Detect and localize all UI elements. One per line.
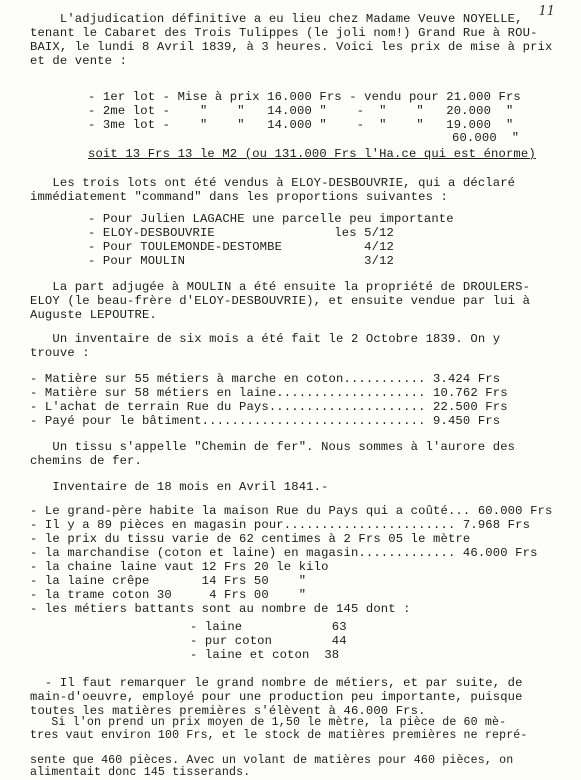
inventory-line: - Le grand-père habite la maison Rue du Pays qui a coûté... 60.000 Frs (30, 504, 553, 518)
paragraph-line: - Il faut remarquer le grand nombre de métiers, et par suite, de (30, 676, 523, 690)
page-number: 11 (538, 4, 555, 19)
lot-line: - 1er lot - Mise à prix 16.000 Frs - vendu pour 21.000 Frs (88, 90, 521, 104)
loom-line: - pur coton 44 (190, 634, 347, 648)
paragraph-line: Un tissu s'appelle "Chemin de fer". Nous sommes à l'aurore des (30, 440, 516, 454)
paragraph-line: L'adjudication définitive a eu lieu chez Madame Veuve NOYELLE, (30, 12, 523, 26)
lots-summary: soit 13 Frs 13 le M2 (ou 131.000 Frs l'Ha.ce qui est énorme) (88, 147, 536, 161)
paragraph-line: immédiatement "command" dans les proportions suivantes : (30, 190, 448, 204)
paragraph-line: Les trois lots ont été vendus à ELOY-DESBOUVRIE, qui a déclaré (30, 176, 516, 190)
distribution-line: - Pour TOULEMONDE-DESTOMBE 4/12 (88, 240, 395, 254)
paragraph-line: ELOY (le beau-frère d'ELOY-DESBOUVRIE), et ensuite vendue par lui à (30, 294, 531, 308)
paragraph-line: main-d'oeuvre, employé pour une production peu importante, puisque (30, 690, 523, 704)
lot-line: - 3me lot - " " 14.000 " - " " 19.000 " (88, 118, 514, 132)
inventory-line: - la trame coton 30 4 Frs 00 " (30, 588, 307, 602)
distribution-line: - Pour MOULIN 3/12 (88, 254, 395, 268)
paragraph-line: La part adjugée à MOULIN a été ensuite la propriété de DROULERS- (30, 280, 531, 294)
inventory-line: - Il y a 89 pièces en magasin pour....................... 7.968 Frs (30, 518, 531, 532)
inventory-line: - les métiers battants sont au nombre de 145 dont : (30, 602, 411, 616)
inventory-line: - la chaine laine vaut 12 Frs 20 le kilo (30, 560, 329, 574)
paragraph-line: sente que 460 pièces. Avec un volant de matières pour 460 pièces, on (30, 753, 514, 767)
paragraph-line: toutes les matières premières s'élèvent à 46.000 Frs. (30, 704, 426, 718)
inventory-line: - Payé pour le bâtiment.............................. 9.450 Frs (30, 414, 501, 428)
loom-line: - laine et coton 38 (190, 648, 340, 662)
paragraph-line: chemins de fer. (30, 454, 142, 468)
distribution-line: - ELOY-DESBOUVRIE les 5/12 (88, 226, 395, 240)
inventory-line: - L'achat de terrain Rue du Pays..................... 22.500 Frs (30, 400, 508, 414)
paragraph-line: Auguste LEPOUTRE. (30, 308, 157, 322)
inventory-heading: Inventaire de 18 mois en Avril 1841.- (30, 480, 329, 494)
inventory-line: - le prix du tissu varie de 62 centimes à 2 Frs 05 le mètre (30, 532, 471, 546)
lots-total: 60.000 " (452, 131, 520, 145)
paragraph-line: BAIX, le lundi 8 Avril 1839, à 3 heures. Voici les prix de mise à prix (30, 40, 553, 54)
paragraph-line: tenant le Cabaret des Trois Tulippes (le joli nom!) Grand Rue à ROU- (30, 26, 538, 40)
inventory-line: - la marchandise (coton et laine) en magasin............. 46.000 Frs (30, 546, 538, 560)
distribution-line: - Pour Julien LAGACHE une parcelle peu importante (88, 212, 454, 226)
inventory-line: - Matière sur 58 métiers en laine.................... 10.762 Frs (30, 386, 508, 400)
paragraph-line: alimentait donc 145 tisserands. (30, 766, 251, 779)
inventory-line: - la laine crêpe 14 Frs 50 " (30, 574, 307, 588)
paragraph-line: Un inventaire de six mois a été fait le 2 Octobre 1839. On y (30, 332, 501, 346)
lot-line: - 2me lot - " " 14.000 " - " " 20.000 " (88, 104, 514, 118)
paragraph-line: Si l'on prend un prix moyen de 1,50 le mètre, la pièce de 60 mè- (30, 716, 507, 729)
total-underline (452, 118, 516, 130)
paragraph-line: trouve : (30, 346, 90, 360)
inventory-line: - Matière sur 55 métiers à marche en coton........... 3.424 Frs (30, 372, 501, 386)
paragraph-line: et de vente : (30, 54, 128, 68)
loom-line: - laine 63 (190, 620, 347, 634)
paragraph-line: tres vaut environ 100 Frs, et le stock de matières premières ne repré- (30, 728, 528, 742)
